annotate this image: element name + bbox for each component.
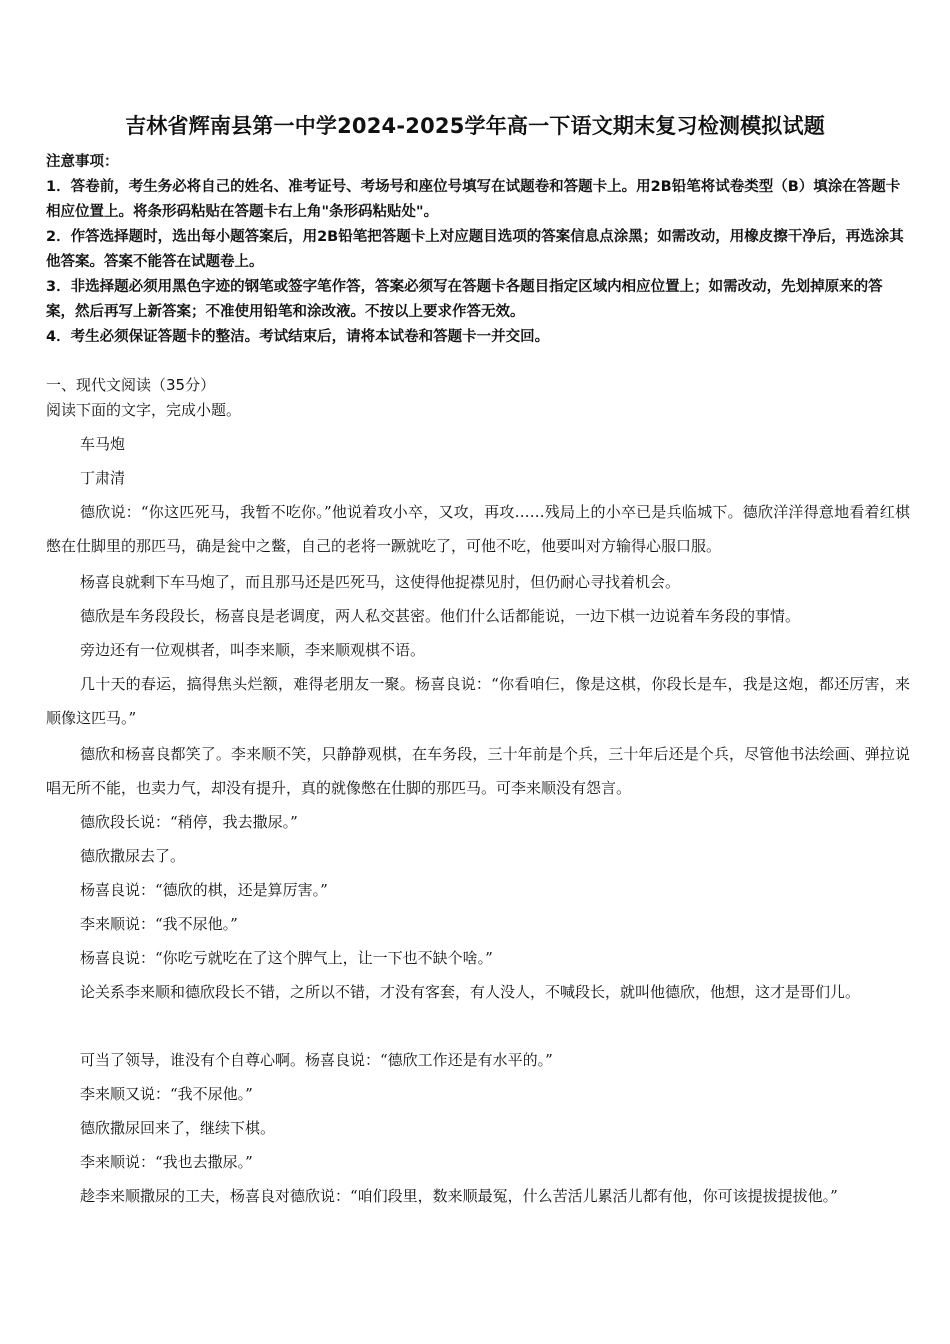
article-paragraph: 德欣段长说：“稍停，我去撒尿。”	[80, 813, 298, 831]
article-paragraph: 旁边还有一位观棋者，叫李来顺，李来顺观棋不语。	[80, 641, 426, 659]
article-paragraph: 李来顺说：“我不尿他。”	[80, 915, 238, 933]
article-paragraph: 德欣撒尿回来了，继续下棋。	[80, 1119, 276, 1137]
article-paragraph: 李来顺说：“我也去撒尿。”	[80, 1153, 253, 1171]
article-paragraph: 杨喜良就剩下车马炮了，而且那马还是匹死马，这使得他捉襟见肘，但仍耐心寻找着机会。	[80, 573, 681, 591]
notice-item-2: 2．作答选择题时，选出每小题答案后，用2B铅笔把答题卡上对应题目选项的答案信息点涂黑；如需改动，用橡皮擦干净后，再选涂其他答案。答案不能答在试题卷上。	[46, 229, 904, 270]
article-author: 丁肃清	[80, 469, 126, 487]
article-paragraph: 杨喜良说：“你吃亏就吃在了这个脾气上，让一下也不缺个啥。”	[80, 949, 493, 967]
notice-item-1: 1．答卷前，考生务必将自己的姓名、准考证号、考场号和座位号填写在试题卷和答题卡上。用2B铅笔将试卷类型（B）填涂在答题卡相应位置上。将条形码粘贴在答题卡右上角"条形码粘贴处"。	[46, 179, 901, 220]
article-paragraph: 趁李来顺撒尿的工夫，杨喜良对德欣说：“咱们段里，数来顺最冤，什么苦活儿累活儿都有他，你可该提拔提拔他。”	[80, 1187, 838, 1205]
article-paragraph: 德欣和杨喜良都笑了。李来顺不笑，只静静观棋，在车务段，三十年前是个兵，三十年后还是个兵，尽管他书法绘画、弹拉说唱无所不能，也卖力气，却没有提升，真的就像憋在仕脚的那匹马。可李来顺没有怨言。	[46, 745, 910, 797]
notice-item-4: 4．考生必须保证答题卡的整洁。考试结束后，请将本试卷和答题卡一并交回。	[46, 329, 550, 345]
article-paragraph: 论关系李来顺和德欣段长不错，之所以不错，才没有客套，有人没人，不喊段长，就叫他德欣，他想，这才是哥们儿。	[80, 983, 861, 1001]
article-paragraph: 几十天的春运，搞得焦头烂额，难得老朋友一聚。杨喜良说：“你看咱仨，像是这棋，你段长是车，我是这炮，都还厉害，来顺像这匹马。”	[46, 675, 910, 727]
article-paragraph: 德欣是车务段段长，杨喜良是老调度，两人私交甚密。他们什么话都能说，一边下棋一边说着车务段的事情。	[80, 607, 801, 625]
article-title: 车马炮	[80, 435, 126, 453]
notice-item-3: 3．非选择题必须用黑色字迹的钢笔或签字笔作答，答案必须写在答题卡各题目指定区域内相应位置上；如需改动，先划掉原来的答案，然后再写上新答案；不准使用铅笔和涂改液。不按以上要求作答无效。	[46, 279, 883, 320]
article-paragraph: 德欣撒尿去了。	[80, 847, 186, 865]
section-heading: 一、现代文阅读（35分）	[46, 376, 216, 394]
section-instruction: 阅读下面的文字，完成小题。	[46, 401, 242, 419]
page-title: 吉林省辉南县第一中学2024-2025学年高一下语文期末复习检测模拟试题	[125, 114, 825, 138]
article-paragraph: 德欣说：“你这匹死马，我暂不吃你。”他说着攻小卒，又攻，再攻……残局上的小卒已是兵临城下。德欣洋洋得意地看着红棋憋在仕脚里的那匹马，确是瓮中之鳖，自己的老将一蹶就吃了，可他不吃，他要叫对方输得心服口服。	[46, 503, 910, 555]
article-paragraph: 杨喜良说：“德欣的棋，还是算厉害。”	[80, 881, 328, 899]
article-paragraph: 李来顺又说：“我不尿他。”	[80, 1085, 253, 1103]
article-paragraph: 可当了领导，谁没有个自尊心啊。杨喜良说：“德欣工作还是有水平的。”	[80, 1051, 553, 1069]
notice-heading: 注意事项：	[46, 154, 119, 170]
